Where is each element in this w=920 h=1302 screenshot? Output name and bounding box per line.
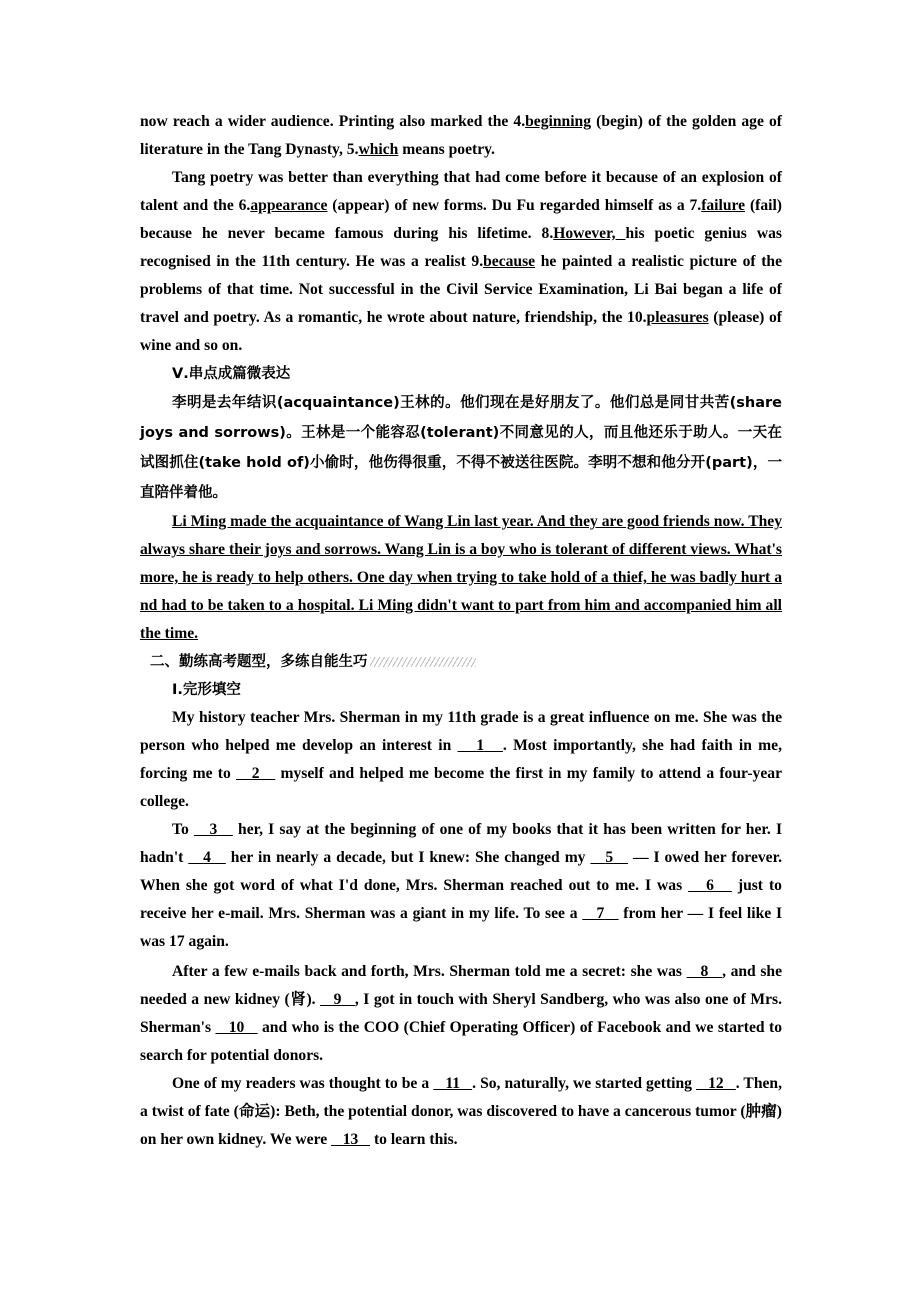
text-run: One of my readers was thought to be a	[172, 1075, 434, 1092]
text-run: Tang poetry was better than everything that had come before it because of an explosion of talent and the 6.	[140, 169, 782, 214]
paragraph	[140, 704, 782, 816]
text-run: (please) of wine and so on.	[140, 309, 782, 354]
text-run: . Most importantly, she had faith in me, forcing me to	[140, 737, 782, 782]
text-run: (fail) because he never became famous during his lifetime. 8.	[140, 197, 782, 242]
cloze-blank: 11	[445, 1075, 461, 1092]
cloze-blank: 12	[708, 1075, 724, 1092]
text-run: After a few e-mails back and forth, Mrs. Sherman told me a secret: she was	[172, 963, 687, 980]
text-run: 李明是去年结识(acquaintance)王林的。他们现在是好朋友了。他们总是同甘共苦(share joys and sorrows)。王林是一个能容忍(tolerant)不同意见的人，而且他还乐于助人。一天在试图抓住(take hold of)小偷时，他伤得很重，不得不被送往医院。李明不想和他分开(part)，一直陪伴着他。	[140, 395, 782, 501]
text-run: now reach a wider audience. Printing also marked the 4.	[140, 113, 526, 130]
cloze-blank: 3	[209, 821, 218, 838]
paragraph	[140, 958, 782, 1070]
cloze-blank: 7	[596, 905, 605, 922]
text-run: Ⅰ.完形填空	[172, 682, 241, 698]
answer-text: which	[358, 141, 399, 158]
text-run: Ⅴ.串点成篇微表达	[172, 366, 291, 382]
paragraph	[140, 360, 782, 388]
answer-text: appearance	[250, 197, 328, 214]
paragraph	[140, 1070, 782, 1154]
text-run: myself and helped me become the first in my family to attend a four-year college.	[140, 765, 782, 810]
cloze-blank: 9	[333, 991, 342, 1008]
cloze-blank: 2	[251, 765, 260, 782]
paragraph	[140, 164, 782, 360]
text-run: 二、勤练高考题型，多练自能生巧	[150, 654, 368, 670]
cloze-blank: 4	[203, 849, 211, 866]
cloze-blank: 6	[706, 877, 714, 894]
cloze-blank: 8	[700, 963, 709, 980]
cloze-blank: 1	[476, 737, 485, 754]
answer-text: beginning	[525, 113, 591, 130]
text-run: My history teacher Mrs. Sherman in my 11th grade is a great influence on me. She was the person who helped me develop an interest in	[140, 709, 782, 754]
document-page	[140, 108, 782, 1154]
hatch-decoration	[370, 657, 476, 667]
paragraph	[140, 108, 782, 164]
text-run: he painted a realistic picture of the problems of that time. Not successful in the Civil Service Examination, Li Bai began a life of travel and poetry. As a romantic, he wrote about nature, friendship, the 10.	[140, 253, 783, 326]
text-run: to learn this.	[370, 1131, 458, 1148]
text-run: — I owed her forever. When she got word of what I'd done, Mrs. Sherman reached out to me. I was	[140, 849, 782, 894]
paragraph	[140, 676, 782, 704]
text-run: just to receive her e-mail. Mrs. Sherman was a giant in my life. To see a	[140, 877, 782, 922]
text-run: her in nearly a decade, but I knew: She changed my	[225, 849, 591, 866]
text-run: , and she needed a new kidney (肾).	[140, 963, 782, 1008]
answer-text: failure	[701, 197, 746, 214]
text-run: . So, naturally, we started getting	[472, 1075, 696, 1092]
text-run: from her — I feel like I was 17 again.	[140, 905, 783, 950]
paragraph	[140, 388, 782, 508]
answer-text: because	[483, 253, 536, 270]
text-run: . Then, a twist of fate (命运): Beth, the potential donor, was discovered to have a cancerous tumor (肿瘤) on her own kidney. We were	[140, 1075, 782, 1148]
cloze-blank: 5	[605, 849, 614, 866]
text-run: Li Ming made the acquaintance of Wang Lin last year. And they are good friends now. They always share their joys and sorrows. Wang Lin is a boy who is tolerant of different views. What's more, he is ready to help others. One day when trying to take hold of a thief, he was badly hurt and had to be taken to a hospital. Li Ming didn't want to part from him and accompanied him all the time.	[140, 513, 782, 642]
answer-text: pleasures	[646, 309, 709, 326]
paragraph	[140, 816, 782, 956]
cloze-blank: 13	[342, 1131, 359, 1148]
cloze-blank: 10	[228, 1019, 245, 1036]
answer-text: However,	[553, 225, 626, 242]
text-run: To	[172, 821, 194, 838]
paragraph	[140, 508, 782, 648]
text-run: , I got in touch with Sheryl Sandberg, who was also one of Mrs. Sherman's	[140, 991, 782, 1036]
text-run: her, I say at the beginning of one of my books that it has been written for her. I hadn't	[140, 821, 783, 866]
text-run: his poetic genius was recognised in the 11th century. He was a realist 9.	[140, 225, 782, 270]
text-run: and who is the COO (Chief Operating Officer) of Facebook and we started to search for potential donors.	[140, 1019, 782, 1064]
text-run: means poetry.	[398, 141, 495, 158]
text-run: (begin) of the golden age of literature in the Tang Dynasty, 5.	[140, 113, 782, 158]
paragraph	[140, 648, 782, 676]
text-run: (appear) of new forms. Du Fu regarded himself as a 7.	[327, 197, 702, 214]
